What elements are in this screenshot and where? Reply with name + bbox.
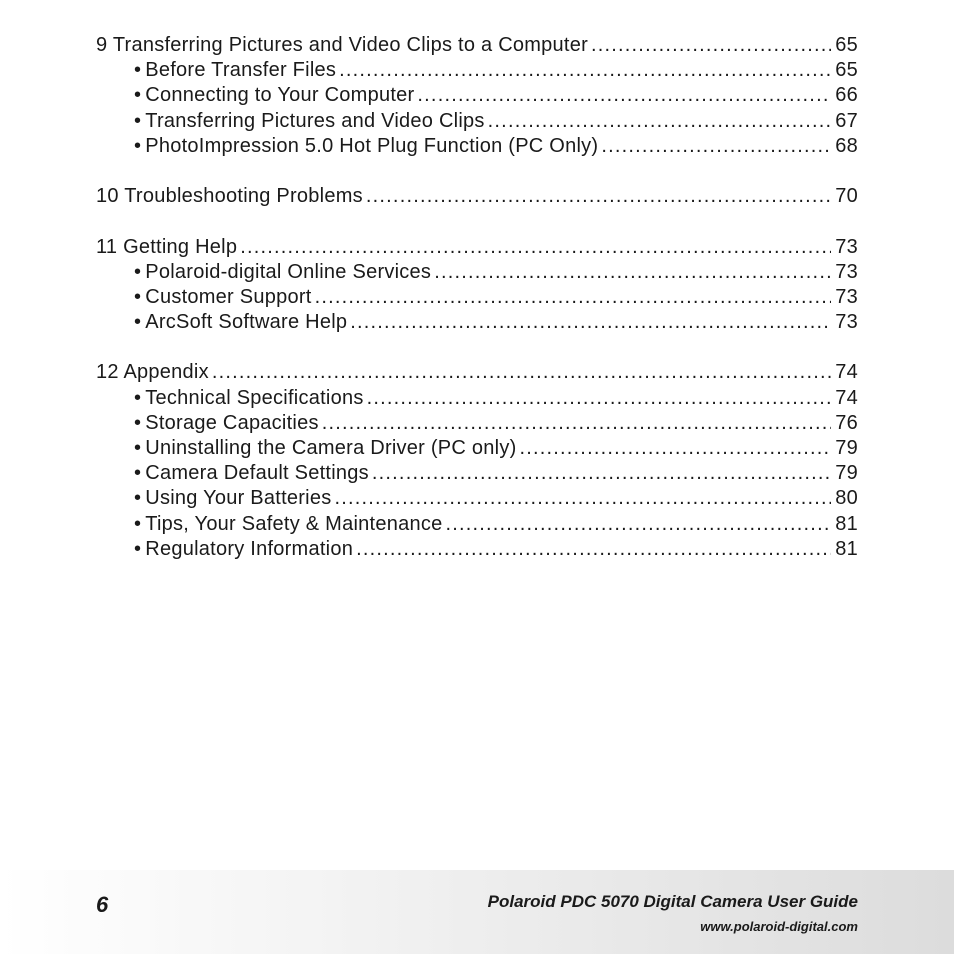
- footer-url[interactable]: www.polaroid-digital.com: [700, 919, 858, 934]
- dot-leader: [350, 311, 831, 334]
- entry-label: Technical Specifications: [145, 386, 364, 409]
- dot-leader: [335, 487, 832, 510]
- toc-item[interactable]: [96, 110, 858, 135]
- dot-leader: [520, 437, 832, 460]
- page-number: 74: [835, 386, 858, 409]
- toc-chapter[interactable]: [96, 185, 858, 210]
- page-number: 65: [835, 34, 858, 56]
- entry-label: 12 Appendix: [96, 361, 209, 384]
- dot-leader: [339, 59, 831, 82]
- bullet-icon: •: [134, 386, 142, 409]
- dot-leader: [366, 185, 831, 208]
- dot-leader: [240, 236, 831, 259]
- toc-item[interactable]: [96, 135, 858, 160]
- dot-leader: [322, 412, 832, 435]
- entry-label: Before Transfer Files: [145, 59, 337, 82]
- dot-leader: [434, 261, 831, 284]
- page-number: 66: [835, 84, 858, 107]
- page-number: 76: [835, 411, 858, 434]
- page-number: 73: [835, 260, 858, 283]
- bullet-icon: •: [134, 462, 142, 485]
- page-number: 70: [835, 185, 858, 208]
- page-number: 65: [835, 59, 858, 82]
- page-number: 73: [835, 285, 858, 308]
- toc-chapter[interactable]: [96, 361, 858, 386]
- toc-item[interactable]: [96, 513, 858, 538]
- toc-item[interactable]: [96, 437, 858, 462]
- bullet-icon: •: [134, 59, 142, 82]
- bullet-icon: •: [134, 134, 142, 157]
- entry-label: 9 Transferring Pictures and Video Clips to a Computer: [96, 34, 589, 56]
- footer-page-number: 6: [96, 892, 109, 917]
- toc-item[interactable]: [96, 311, 858, 336]
- bullet-icon: •: [134, 84, 142, 107]
- dot-leader: [315, 286, 832, 309]
- bullet-icon: •: [134, 109, 142, 132]
- bullet-icon: •: [134, 437, 142, 459]
- dot-leader: [591, 34, 831, 57]
- toc-item[interactable]: [96, 84, 858, 109]
- entry-label: Camera Default Settings: [145, 462, 369, 485]
- page-number: 81: [835, 537, 858, 560]
- bullet-icon: •: [134, 285, 142, 308]
- toc-item[interactable]: [96, 387, 858, 412]
- page-number: 80: [835, 487, 858, 510]
- entry-label: PhotoImpression 5.0 Hot Plug Function (PC Only): [145, 134, 599, 157]
- page-footer: [0, 870, 954, 954]
- dot-leader: [601, 135, 831, 158]
- toc-item[interactable]: [96, 261, 858, 286]
- entry-label: Customer Support: [145, 285, 312, 308]
- toc-chapter[interactable]: [96, 34, 858, 59]
- toc-item[interactable]: [96, 412, 858, 437]
- entry-label: Transferring Pictures and Video Clips: [145, 109, 485, 132]
- page-number: 81: [835, 512, 858, 535]
- entry-label: Connecting to Your Computer: [145, 84, 415, 107]
- entry-label: 10 Troubleshooting Problems: [96, 185, 363, 208]
- toc-item[interactable]: [96, 462, 858, 487]
- dot-leader: [417, 84, 831, 107]
- toc-item[interactable]: [96, 59, 858, 84]
- footer-title: Polaroid PDC 5070 Digital Camera User Guide: [487, 892, 858, 911]
- bullet-icon: •: [134, 537, 142, 560]
- bullet-icon: •: [134, 311, 142, 334]
- entry-label: Regulatory Information: [145, 537, 354, 560]
- toc-item[interactable]: [96, 538, 858, 563]
- dot-leader: [445, 513, 831, 536]
- page-number: 73: [835, 235, 858, 258]
- page-number: 74: [835, 361, 858, 384]
- dot-leader: [488, 110, 832, 133]
- entry-label: 11 Getting Help: [96, 235, 238, 258]
- entry-label: Storage Capacities: [145, 411, 319, 434]
- table-of-contents: [96, 34, 858, 563]
- toc-item[interactable]: [96, 487, 858, 512]
- entry-label: Using Your Batteries: [145, 487, 332, 510]
- bullet-icon: •: [134, 487, 142, 510]
- entry-label: ArcSoft Software Help: [145, 311, 348, 334]
- bullet-icon: •: [134, 512, 142, 535]
- bullet-icon: •: [134, 260, 142, 283]
- bullet-icon: •: [134, 411, 142, 434]
- page-number: 73: [835, 311, 858, 334]
- toc-chapter[interactable]: [96, 236, 858, 261]
- dot-leader: [356, 538, 831, 561]
- page-number: 79: [835, 462, 858, 485]
- entry-label: Uninstalling the Camera Driver (PC only): [145, 437, 517, 459]
- entry-label: Polaroid-digital Online Services: [145, 260, 432, 283]
- dot-leader: [367, 387, 832, 410]
- toc-item[interactable]: [96, 286, 858, 311]
- entry-label: Tips, Your Safety & Maintenance: [145, 512, 443, 535]
- dot-leader: [372, 462, 831, 485]
- page-number: 68: [835, 134, 858, 157]
- page-number: 67: [835, 109, 858, 132]
- page-number: 79: [835, 437, 858, 459]
- dot-leader: [212, 361, 831, 384]
